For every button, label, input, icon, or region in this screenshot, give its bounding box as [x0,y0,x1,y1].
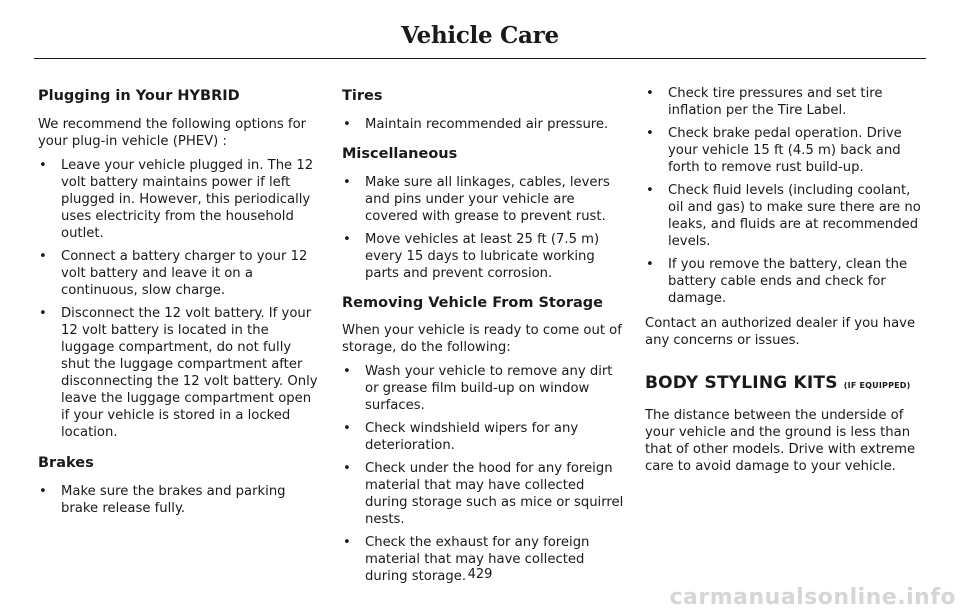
miscellaneous-list [342,174,624,282]
bullet-icon: • [343,364,351,379]
bullet-icon: • [39,158,47,173]
bullet-icon: • [343,461,351,476]
section-heading-removing-storage: Removing Vehicle From Storage [342,295,603,311]
list-item: • Check brake pedal operation. Drive your vehicle 15 ft (4.5 m) back and forth to remove rust build-up. [646,126,902,175]
removing-list-continued [645,85,927,307]
list-item: • Check fluid levels (including coolant, oil and gas) to make sure there are no leaks, and fluids are at recommended levels. [646,183,921,249]
bullet-icon: • [343,175,351,190]
list-item: • Disconnect the 12 volt battery. If your 12 volt battery is located in the luggage compartment, do not fully shut the luggage compartment after disconnecting the 12 volt battery. Only leave the luggage compartment open if your vehicle is stored in a locked location. [39,306,318,440]
column-left [38,84,320,517]
list-item: • Check under the hood for any foreign material that may have collected during storage such as mice or squirrel nests. [343,461,624,527]
list-item: • Check tire pressures and set tire inflation per the Tire Label. [646,86,883,118]
list-item: • Check the exhaust for any foreign material that may have collected during storage. [343,535,590,584]
list-item: • Check windshield wipers for any deterioration. [343,421,579,453]
brakes-list [38,483,320,517]
list-item: • If you remove the battery, clean the battery cable ends and check for damage. [646,257,908,306]
list-item: • Wash your vehicle to remove any dirt or grease film build-up on window surfaces. [343,364,613,413]
tires-list [342,116,624,133]
bullet-icon: • [343,421,351,436]
list-item: • Move vehicles at least 25 ft (7.5 m) every 15 days to lubricate working parts and prevent corrosion. [343,232,600,281]
list-item: • Make sure all linkages, cables, levers and pins under your vehicle are covered with grease to prevent rust. [343,175,610,224]
contact-dealer-text: Contact an authorized dealer if you have any concerns or issues. [645,316,916,348]
body-styling-text: The distance between the underside of your vehicle and the ground is less than that of other models. Drive with extreme care to avoid damage to your vehicle. [645,408,916,474]
list-item: • Make sure the brakes and parking brake release fully. [39,484,286,516]
section-heading-miscellaneous: Miscellaneous [342,146,458,162]
list-item: • Connect a battery charger to your 12 volt battery and leave it on a continuous, slow charge. [39,249,308,298]
bullet-icon: • [646,86,654,101]
removing-list [342,363,624,585]
section-heading-tires: Tires [342,88,383,104]
bullet-icon: • [343,117,351,132]
column-right [645,84,927,475]
bullet-icon: • [343,232,351,247]
bullet-icon: • [343,535,351,550]
plugging-intro: We recommend the following options for your plug-in vehicle (PHEV) : [38,117,307,149]
column-middle [342,84,624,585]
section-heading-plugging: Plugging in Your HYBRID [38,88,240,104]
bullet-icon: • [646,126,654,141]
plugging-options-list [38,157,320,441]
bullet-icon: • [39,306,47,321]
section-heading-brakes: Brakes [38,455,94,471]
bullet-icon: • [39,484,47,499]
bullet-icon: • [646,257,654,272]
bullet-icon: • [646,183,654,198]
list-item: • Leave your vehicle plugged in. The 12 volt battery maintains power if left plugged in. However, this periodically uses electricity from the household outlet. [39,158,314,241]
title-divider [34,58,926,59]
list-item: • Maintain recommended air pressure. [343,117,609,132]
page-number: 429 [467,567,493,582]
if-equipped-label: (IF EQUIPPED) [843,381,911,390]
page-title: Vehicle Care [401,22,559,49]
removing-intro: When your vehicle is ready to come out of storage, do the following: [342,323,622,355]
watermark-text: carmanualsonline.info [669,585,956,610]
section-heading-body-styling-kits: BODY STYLING KITS (IF EQUIPPED) [645,373,911,393]
bullet-icon: • [39,249,47,264]
